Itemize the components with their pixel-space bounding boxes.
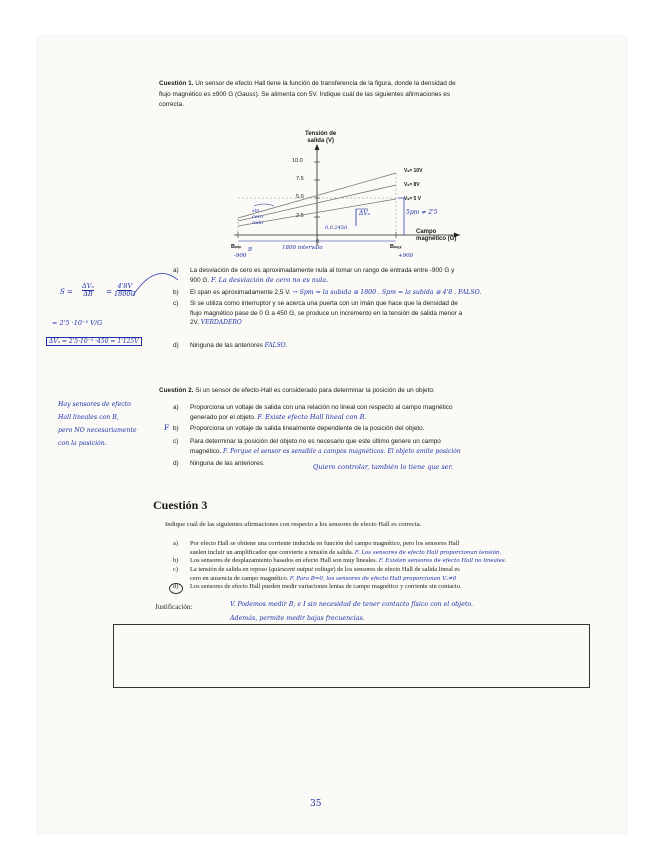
q2-opt-c-letter: c)	[173, 438, 179, 445]
q3-statement: Indique cuál de las siguientes afirmaciones con respecto a los sensores de efecto Hall es correcta.	[165, 521, 422, 528]
q2-margin-note: Hay sensores de efecto Hall lineales con B, pero NO necesariamente con la posición.	[58, 401, 137, 447]
hw-delta-vo: ΔVₒ	[359, 210, 370, 217]
hw-frac1: ΔVₒ ΔB	[82, 282, 94, 298]
hw-span-note: 5pm ≠ 2'5	[406, 209, 438, 216]
hw-s-eq: S =	[60, 288, 73, 296]
y-tick-label-7-5: 7.5	[296, 176, 304, 182]
q2-opt-d: Ninguna de las anteriores.	[190, 460, 265, 467]
y-tick-label-2-5: 2.5	[296, 213, 304, 219]
q2-opt-a: Proporciona un voltaje de salida con una relación no lineal con respecto al campo magnético generado por el objeto. F. Existe efecto Hall lineal con B.	[190, 404, 453, 421]
q1-title: Cuestión 1.	[159, 80, 194, 87]
y-tick-label-5: 5.0	[296, 194, 304, 200]
hw-mid-note: 0,0,2450	[325, 225, 348, 231]
q1-opt-a-letter: a)	[173, 267, 179, 274]
q3-heading: Cuestión 3	[153, 498, 208, 512]
answer-box	[113, 624, 590, 688]
q1-opt-d-letter: d)	[173, 342, 179, 349]
hw-margin-arrow	[134, 274, 178, 294]
q1-opt-a: La desviación de cero es aproximadamente nula al tomar un rango de entrada entre -900 G y 900 G. F. La desviación de cero no es nula.	[190, 267, 455, 284]
hw-boxed-result: ΔVₒ = 2'5·10⁻³ ·450 = 1'125V	[46, 337, 142, 346]
q3-opt-b-letter: b)	[173, 557, 179, 564]
q1-statement: Cuestión 1. Un sensor de efecto Hall tiene la función de transferencia de la figura, donde la densidad de flujo magnético es ±900 G (Gauss). Se alimenta con 5V. Indique cuál de las siguientes afirmaciones es correcta.	[159, 80, 456, 108]
q3-opt-b: Los sensores de desplazamiento basados en efecto Hall son muy lineales. F. Existen sensores de efecto Hall no lineales.	[190, 557, 507, 564]
q3-opt-c-letter: c)	[173, 566, 178, 573]
hw-span-bracket	[398, 198, 404, 235]
q3-circle-d	[169, 583, 183, 594]
justification-line-1: V. Podemos medir B, e I sin necesidad de tener contacto físico con el objeto.	[230, 601, 474, 608]
q3-opt-a: Por efecto Hall se obtiene una corriente inducida en función del campo magnético, pero los sensores Hall suelen incluir un amplificador que convierte a tensión de salida. F. Los sensores de efecto Hall proporcionan tensión.	[190, 540, 502, 556]
chart-x-title: Campo magnético (G)	[416, 229, 457, 242]
q1-opt-c-letter: c)	[173, 300, 179, 307]
hw-b-note: B	[248, 247, 253, 253]
q1-opt-c: Si se utiliza como interruptor y se acerca una puerta con un imán que hace que la densidad de flujo magnético pase de 0 G a 450 G, se produce un incremento en la tensión de salida menor a 2V. VERDADERO	[190, 300, 463, 326]
chart-y-title: Tensión de salida (V)	[305, 131, 337, 144]
justification-label: Justificación:	[155, 603, 193, 611]
hw-eq-sign: =	[106, 288, 112, 296]
hw-interval-note: 1800 intervalo	[282, 245, 323, 251]
exam-page	[38, 36, 626, 833]
origin-label: 0	[316, 239, 320, 245]
legend-8v: Vₛ= 8V	[404, 182, 420, 188]
q3-opt-d-letter: d)	[173, 583, 179, 590]
y-tick-label-10: 10.0	[292, 158, 303, 164]
q2-opt-d-note: Quiero controlar, también lo tiene que ser.	[313, 463, 453, 471]
q3-opt-a-letter: a)	[173, 540, 178, 547]
hw-result: = 2'5 ·10⁻³ V/G	[52, 319, 103, 327]
q2-opt-b-letter: b)	[173, 425, 179, 432]
hw-bmax-value: +900	[398, 253, 414, 259]
q2-opt-a-letter: a)	[173, 404, 179, 411]
bmin-label: Bₘᵢₙ	[231, 244, 242, 250]
q3-opt-d: Los sensores de efecto Hall pueden medir variaciones lentas de campo magnético y corriente sin contacto.	[190, 583, 462, 590]
page-number: 35	[310, 799, 322, 809]
q2-statement: Cuestión 2. Si un sensor de efecto-Hall es considerado para determinar la posición de un objeto:	[159, 387, 435, 394]
q2-opt-d-letter: d)	[173, 460, 179, 467]
legend-5v: Vₛ= 5 V	[404, 196, 422, 202]
q2-title: Cuestión 2.	[159, 387, 194, 394]
q2-opt-c: Para determinar la posición del objeto no es necesario que este último genere un campo magnético. F. Porque el sensor es sensible a campos magnéticos. El objeto emite posición	[190, 438, 461, 455]
legend-10v: Vₛ= 10V	[404, 168, 423, 174]
q2-opt-b-mark: F	[164, 423, 170, 432]
q1-opt-d: Ninguna de las anteriores FALSO.	[190, 342, 288, 349]
hw-zero-mark	[254, 204, 274, 206]
justification-line-2: Además, permite medir bajas frecuencias.	[230, 615, 365, 622]
bmax-label: Bₘₐₓ	[390, 244, 402, 250]
q1-opt-b: El span es aproximadamente 2,5 V. → Spm = la subida ≅ 1800 . Spm = la subida ≅ 4'8 . FALSO.	[190, 289, 482, 296]
transfer-function-chart	[38, 36, 626, 296]
hw-frac2: 4'8V 1800G	[114, 282, 136, 298]
q3-opt-c: La tensión de salida en reposo (quiescent output voltage) de los sensores de efecto Hall de salida lineal es cero en ausencia de campo magnético. F. Para B=0, los sensores de efecto Hall proporcionan Vₒ≠0	[190, 566, 460, 582]
hw-zero-note: sin cero nulo	[252, 208, 264, 226]
q1-opt-b-letter: b)	[173, 289, 179, 296]
q2-opt-b: Proporciona un voltaje de salida linealmente dependiente de la posición del objeto.	[190, 425, 425, 432]
hw-bmin-value: -900	[234, 253, 247, 259]
